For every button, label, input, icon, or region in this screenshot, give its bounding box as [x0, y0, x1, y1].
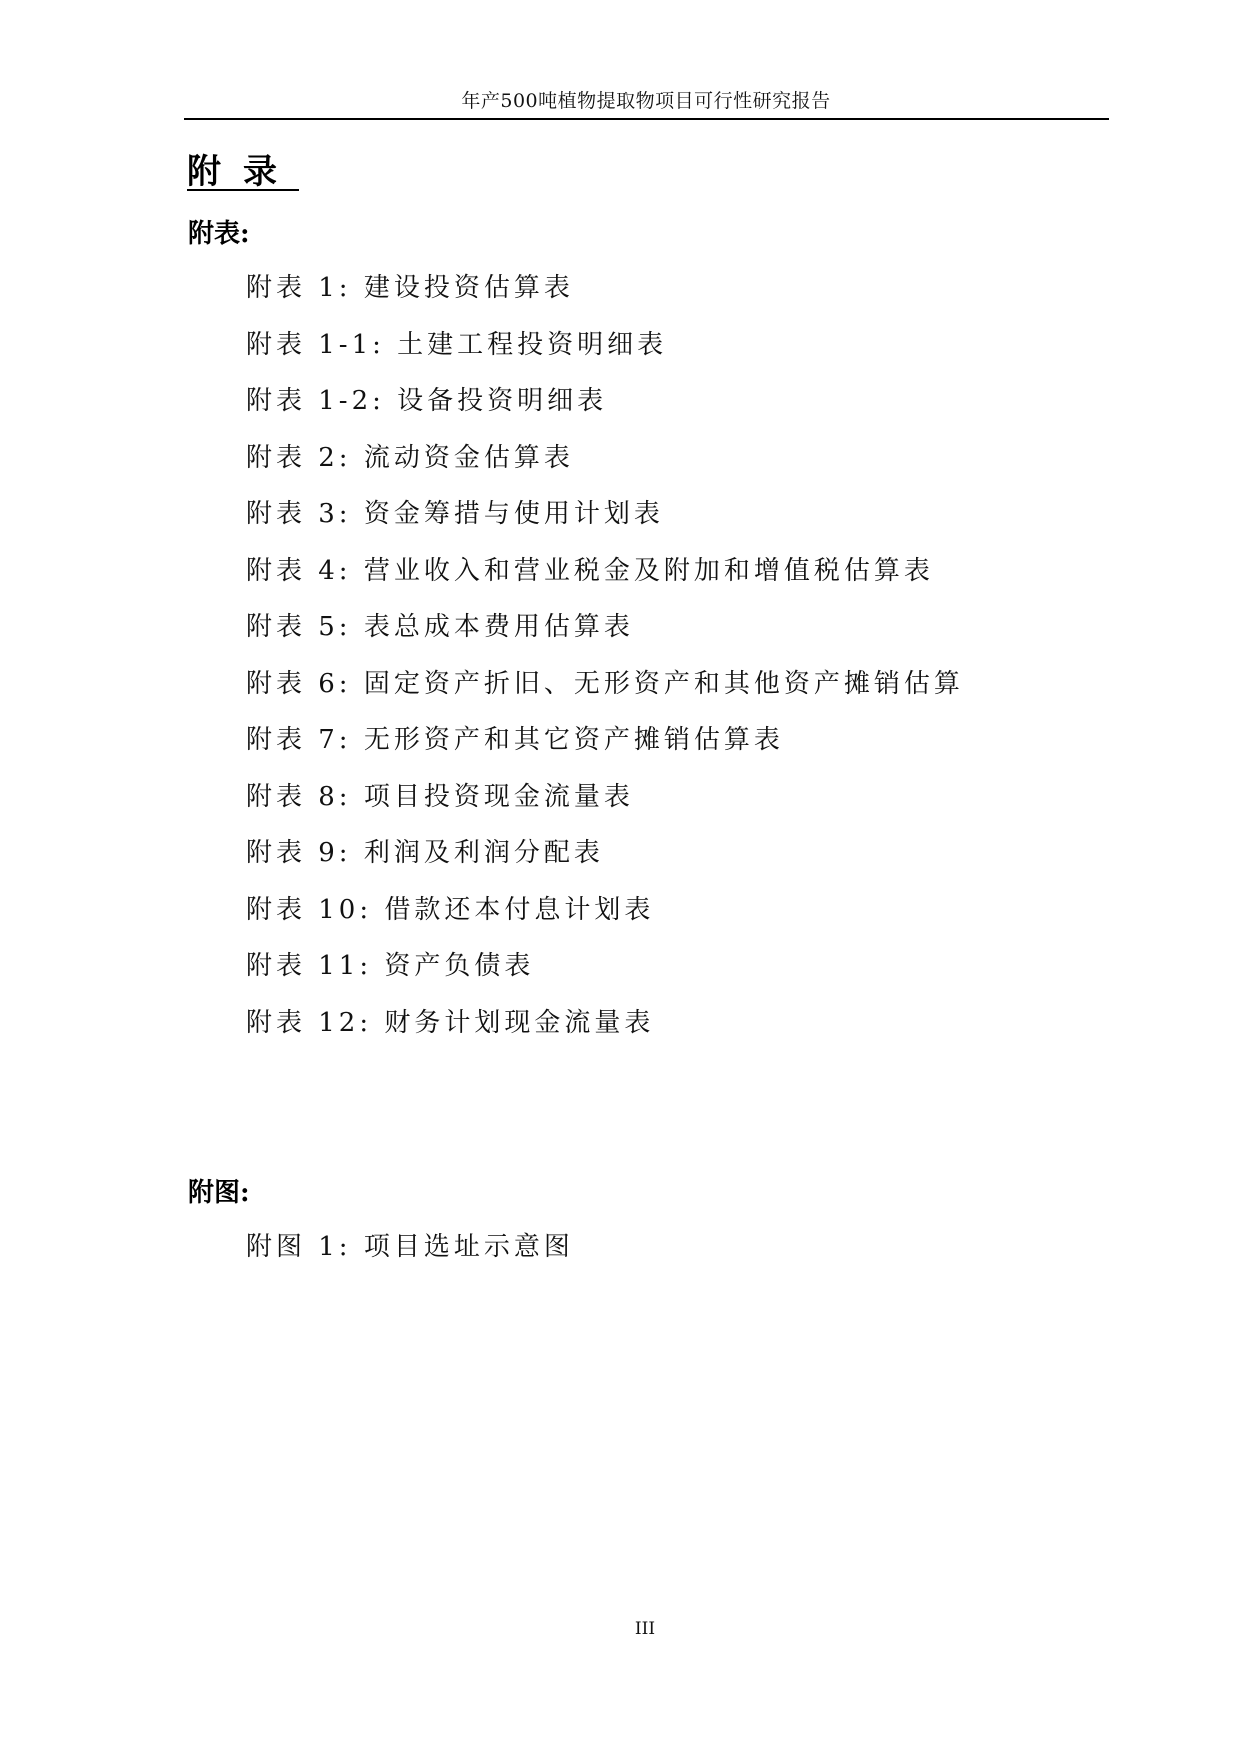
appendix-table-11-label: 附表 11: 资产负债表	[246, 951, 535, 981]
appendix-table-9-label: 附表 9: 利润及利润分配表	[246, 838, 604, 868]
list-item	[246, 1228, 574, 1285]
header-rule	[184, 118, 1109, 120]
appendix-table-1-1-label: 附表 1-1: 土建工程投资明细表	[246, 329, 668, 360]
tables-section-heading: 附表:	[188, 219, 250, 249]
running-header: 年产500吨植物提取物项目可行性研究报告	[461, 90, 831, 112]
appendix-table-12-label: 附表 12: 财务计划现金流量表	[246, 1007, 655, 1038]
list-item	[246, 439, 964, 496]
appendix-table-2-label: 附表 2: 流动资金估算表	[246, 442, 574, 473]
appendix-table-4-label: 附表 4: 营业收入和营业税金及附加和增值税估算表	[246, 555, 934, 586]
appendix-figure-list	[246, 1228, 574, 1285]
appendix-table-5-label: 附表 5: 表总成本费用估算表	[246, 612, 634, 642]
appendix-table-3-label: 附表 3: 资金筹措与使用计划表	[246, 499, 664, 529]
list-item	[246, 495, 964, 552]
appendix-table-list	[246, 269, 964, 1060]
appendix-table-10-label: 附表 10: 借款还本付息计划表	[246, 894, 655, 925]
appendix-figure-1-label: 附图 1: 项目选址示意图	[246, 1232, 574, 1262]
page-number: III	[634, 1619, 656, 1639]
list-item	[246, 721, 964, 778]
list-item	[246, 891, 964, 948]
list-item	[246, 608, 964, 665]
appendix-table-1-2-label: 附表 1-2: 设备投资明细表	[246, 386, 608, 416]
list-item	[246, 382, 964, 439]
list-item	[246, 326, 964, 383]
appendix-heading: 附录	[187, 152, 299, 192]
list-item	[246, 269, 964, 326]
appendix-table-6-label: 附表 6: 固定资产折旧、无形资产和其他资产摊销估算	[246, 668, 964, 699]
list-item	[246, 947, 964, 1004]
list-item	[246, 778, 964, 835]
appendix-table-1-label: 附表 1: 建设投资估算表	[246, 273, 574, 303]
appendix-table-7-label: 附表 7: 无形资产和其它资产摊销估算表	[246, 725, 784, 755]
list-item	[246, 665, 964, 722]
list-item	[246, 552, 964, 609]
list-item	[246, 1004, 964, 1061]
appendix-table-8-label: 附表 8: 项目投资现金流量表	[246, 781, 634, 812]
list-item	[246, 834, 964, 891]
figures-section-heading: 附图:	[188, 1178, 250, 1208]
